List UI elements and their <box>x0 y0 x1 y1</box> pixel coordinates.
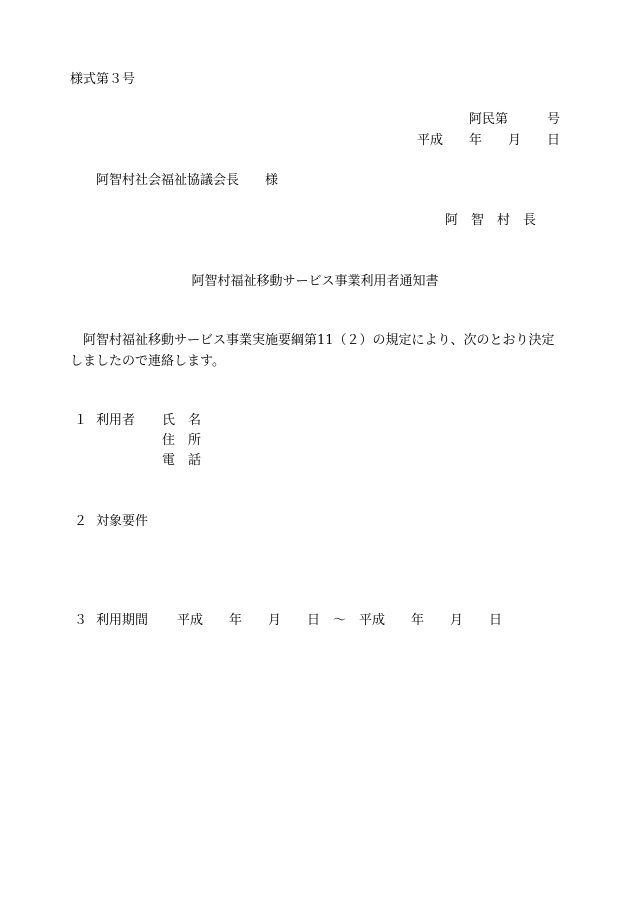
field-label-name: 氏 名 <box>162 413 202 428</box>
document-number: 阿民第 号 <box>468 112 560 127</box>
item-number: １ <box>74 413 88 428</box>
item-label-usage-period: 利用期間 <box>96 613 149 628</box>
field-label-address: 住 所 <box>162 433 202 448</box>
field-label-phone: 電 話 <box>162 453 202 468</box>
sender: 阿 智 村 長 <box>444 213 536 228</box>
item-number: ２ <box>74 514 88 529</box>
addressee: 阿智村社会福祉協議会長 様 <box>96 173 279 188</box>
body-text-line-1: 阿智村福祉移動サービス事業実施要綱第11（２）の規定により、次のとおり決定 <box>70 333 555 348</box>
document-date: 平成 年 月 日 <box>416 133 560 148</box>
item-label-eligibility: 対象要件 <box>96 514 149 529</box>
body-text-line-2: しましたので連絡します。 <box>70 354 225 369</box>
form-number: 様式第３号 <box>70 72 136 87</box>
document-title: 阿智村福祉移動サービス事業利用者通知書 <box>191 274 439 289</box>
item-label-user: 利用者 <box>96 413 136 428</box>
item-number: ３ <box>74 613 88 628</box>
usage-period-range: 平成 年 月 日 ～ 平成 年 月 日 <box>177 613 503 628</box>
